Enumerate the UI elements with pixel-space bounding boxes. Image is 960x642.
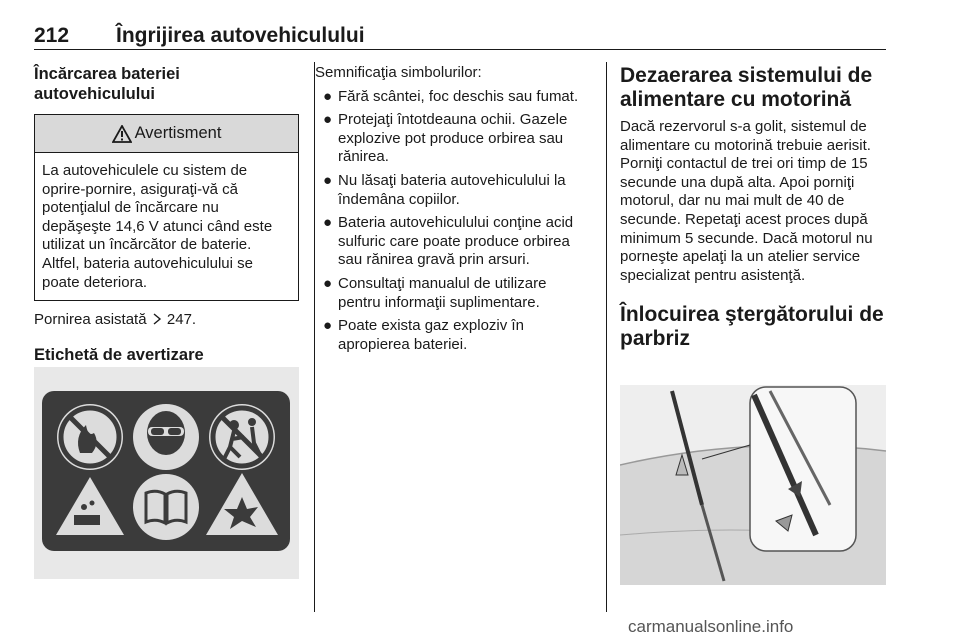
warning-label-heading: Etichetă de avertizare xyxy=(34,345,204,364)
warning-header xyxy=(35,115,298,153)
bullet-icon: ● xyxy=(323,111,333,129)
no-children-icon xyxy=(209,404,275,470)
bullet-icon: ● xyxy=(323,317,333,335)
warning-title: Avertisment xyxy=(134,124,222,142)
warning-label-image xyxy=(34,367,299,579)
page-header xyxy=(34,20,886,50)
list-item: ● Fără scântei, foc deschis sau fumat. xyxy=(323,87,579,105)
bullet-icon: ● xyxy=(323,214,333,232)
page-reference-icon xyxy=(151,313,163,325)
column-divider-2 xyxy=(606,62,607,612)
manual-icon xyxy=(133,474,199,540)
column-2 xyxy=(315,64,590,354)
xref-text: Pornirea asistată xyxy=(34,311,147,329)
list-item: ● Consultaţi manualul de utilizare pentru informaţii suplimentare. xyxy=(323,274,547,311)
list-item: ● Protejaţi întotdeauna ochii. Gazele explozive pot produce orbirea sau rănirea. xyxy=(323,111,568,166)
warning-text: La autovehiculele cu sistem de oprire-pornire, asiguraţi-vă că potenţialul de încărcare nu depăşeşte 14,6 V atunci când este utilizat un încărcător de baterie. Altfel, bateria autovehiculului se poate deteriora. xyxy=(42,162,273,291)
eye-protection-icon xyxy=(133,404,199,470)
list-item: ● Poate exista gaz exploziv în apropierea bateriei. xyxy=(323,317,524,353)
fuel-bleeding-text: Dacă rezervorul s-a golit, sistemul de alimentare cu motorină trebuie aerisit. Porniţi contactul de trei ori timp de 15 secunde una după alta. Apoi porniţi motorul, dar nu mai mult de 40 de secunde. Repetaţi acest proces după minimum 5 secunde. Dacă motorul nu porneşte apelaţi la un atelier service specializat pentru asistenţă. xyxy=(620,118,873,284)
warning-box xyxy=(34,114,299,301)
section-heading-battery-charging: Încărcarea bateriei autovehiculului xyxy=(34,65,180,103)
running-title: Îngrijirea autovehiculului xyxy=(116,24,365,47)
symbols-list xyxy=(315,88,590,355)
column-3 xyxy=(620,64,888,351)
section-heading-wiper-replacement: Înlocuirea ştergătorului de parbriz xyxy=(620,303,884,351)
column-1 xyxy=(34,64,299,365)
bullet-icon: ● xyxy=(323,171,333,189)
bullet-icon: ● xyxy=(323,274,333,292)
detail-inset xyxy=(750,387,856,551)
section-heading-fuel-bleeding: Dezaerarea sistemului de alimentare cu motorină xyxy=(620,64,873,111)
no-fire-icon xyxy=(57,404,123,470)
xref-page: 247. xyxy=(166,311,197,329)
list-item: ● Nu lăsaţi bateria autovehiculului la îndemâna copiilor. xyxy=(323,171,566,208)
watermark: carmanualsonline.info xyxy=(628,617,794,636)
list-item: ● Bateria autovehiculului conţine acid sulfuric care poate produce orbirea sau rănirea gravă prin arsuri. xyxy=(323,214,574,269)
symbols-intro: Semnificaţia simbolurilor: xyxy=(315,64,482,81)
bullet-icon: ● xyxy=(323,87,333,105)
cross-reference[interactable] xyxy=(34,311,299,330)
wiper-illustration xyxy=(620,385,886,585)
warning-triangle-icon xyxy=(112,125,132,143)
page-number: 212 xyxy=(34,24,70,47)
